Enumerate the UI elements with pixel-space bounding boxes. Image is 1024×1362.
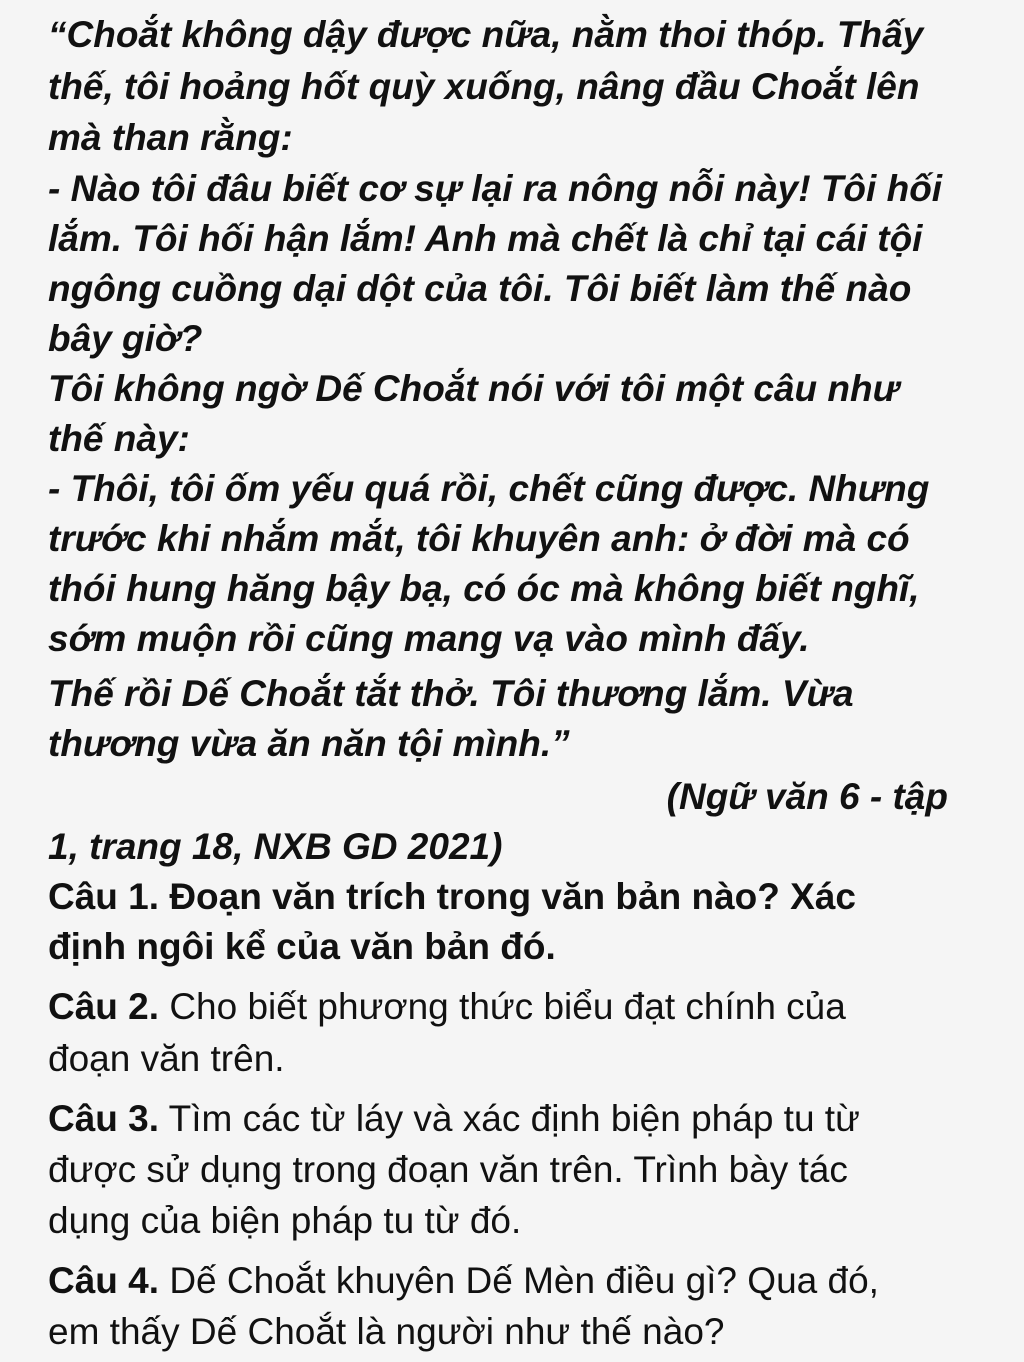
passage-line: Thế rồi Dế Choắt tắt thở. Tôi thương lắm. Vừa	[48, 673, 854, 714]
passage-line: thói hung hăng bậy bạ, có óc mà không biết nghĩ,	[48, 568, 920, 609]
passage-line: thế, tôi hoảng hốt quỳ xuống, nâng đầu Choắt lên	[48, 66, 920, 107]
passage-line: trước khi nhắm mắt, tôi khuyên anh: ở đời mà có	[48, 518, 910, 559]
question-3-cont: được sử dụng trong đoạn văn trên. Trình bày tác	[48, 1149, 848, 1190]
question-4	[48, 1262, 879, 1299]
question-4-cont: em thấy Dế Choắt là người như thế nào?	[48, 1311, 725, 1352]
question-2-label: Câu 2.	[48, 986, 160, 1027]
question-3-label: Câu 3.	[48, 1098, 160, 1139]
question-3-cont: dụng của biện pháp tu từ đó.	[48, 1200, 522, 1241]
passage-line: “Choắt không dậy được nữa, nằm thoi thóp. Thấy	[48, 14, 924, 55]
question-1: Câu 1. Đoạn văn trích trong văn bản nào? Xác	[48, 876, 856, 917]
passage-line: sớm muộn rồi cũng mang vạ vào mình đấy.	[48, 618, 810, 659]
question-4-label: Câu 4.	[48, 1260, 160, 1301]
question-2-text: Cho biết phương thức biểu đạt chính của	[159, 986, 846, 1027]
source-citation: (Ngữ văn 6 - tập	[666, 776, 948, 817]
passage-line: thế này:	[48, 418, 190, 459]
question-2-cont: đoạn văn trên.	[48, 1038, 285, 1079]
passage-line: bây giờ?	[48, 318, 203, 359]
question-3	[48, 1100, 860, 1137]
passage-line: ngông cuồng dại dột của tôi. Tôi biết làm thế nào	[48, 268, 912, 309]
passage-line: Tôi không ngờ Dế Choắt nói với tôi một câu như	[48, 368, 899, 409]
passage-line: - Thôi, tôi ốm yếu quá rồi, chết cũng được. Nhưng	[48, 468, 930, 509]
passage-line: mà than rằng:	[48, 117, 293, 158]
source-citation-cont: 1, trang 18, NXB GD 2021)	[48, 826, 503, 867]
passage-line: thương vừa ăn năn tội mình.”	[48, 723, 570, 764]
passage-line: lắm. Tôi hối hận lắm! Anh mà chết là chỉ tại cái tội	[48, 218, 923, 259]
question-1-cont: định ngôi kể của văn bản đó.	[48, 926, 556, 967]
question-3-text: Tìm các từ láy và xác định biện pháp tu từ	[159, 1098, 860, 1139]
question-4-text: Dế Choắt khuyên Dế Mèn điều gì? Qua đó,	[159, 1260, 879, 1301]
passage-line: - Nào tôi đâu biết cơ sự lại ra nông nỗi này! Tôi hối	[48, 168, 943, 209]
question-2	[48, 988, 846, 1025]
